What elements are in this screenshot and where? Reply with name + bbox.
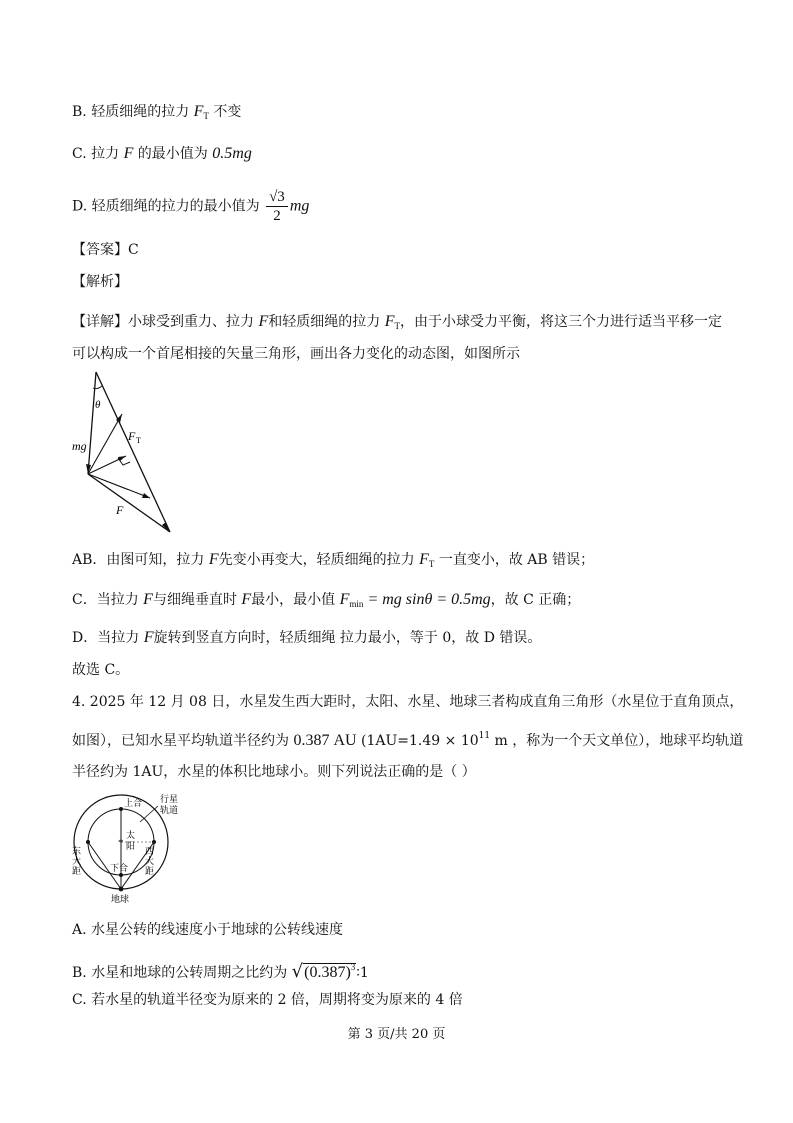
q4-line-3: 半径约为 1AU，水星的体积比地球小。则下列说法正确的是（ ） xyxy=(72,764,476,780)
theta-label: θ xyxy=(95,399,101,411)
min-value-expr: 0.5mg xyxy=(212,145,252,162)
sun-icon: * xyxy=(118,837,124,849)
f-label: F xyxy=(116,503,124,517)
q4-line-1: 4. 2025 年 12 月 08 日，水星发生西大距时，太阳、水星、地球三者构成直角三角形（水星位于直角顶点， xyxy=(72,694,744,710)
detail-line-1: 【详解】小球受到重力、拉力 F和轻质细绳的拉力 $F_T$，由于小球受力平衡，将这三个力进行适当平移一定 xyxy=(72,313,722,331)
svg-text:行星: 行星 xyxy=(160,794,178,804)
answer-line: 【答案】C xyxy=(72,242,139,258)
svg-text:大: 大 xyxy=(145,856,155,866)
svg-text:轨道: 轨道 xyxy=(160,805,178,815)
ft-label: F xyxy=(128,429,136,443)
svg-text:地球: 地球 xyxy=(111,894,130,904)
answer-value: C xyxy=(128,242,139,258)
svg-text:T: T xyxy=(136,436,141,445)
svg-text:东: 东 xyxy=(72,846,82,856)
sqrt-expr: $(0.387)^3$ xyxy=(304,962,356,981)
ft-symbol: F xyxy=(193,103,204,120)
svg-text:上合: 上合 xyxy=(124,798,143,808)
sqrt3-over-2: $\frac{√3}{2}$ xyxy=(266,188,288,225)
force-triangle-diagram xyxy=(66,368,186,538)
option-c: C. 拉力 F 的最小值为 0.5mg xyxy=(72,145,252,162)
option-d: D. 轻质细绳的拉力的最小值为 $\frac{√3}{2}$ mg xyxy=(72,189,310,224)
q4-option-b: B. 水星和地球的公转周期之比约为 $√(0.387)^3∶1$ xyxy=(72,961,369,982)
conclusion-ab: AB．由图可知，拉力 F先变小再变大，轻质细绳的拉力 $F_T$ 一直变小，故 AB 错误； xyxy=(72,551,595,569)
conclusion-c: C．当拉力 F与细绳垂直时 F最小，最小值 $F_{min}$ = mg sinθ = 0.5mg，故 C 正确； xyxy=(72,591,581,609)
choose-line: 故选 C。 xyxy=(72,662,130,678)
svg-text:太: 太 xyxy=(126,830,136,840)
svg-text:阳: 阳 xyxy=(126,841,136,851)
orbit-diagram xyxy=(68,792,178,906)
q4-line-2: 如图），已知水星平均轨道半径约为 0.387 AU ($1AU=1.49 \times 10^{11}$ m ，称为一个天文单位），地球平均轨道 xyxy=(72,731,744,749)
page-footer: 第 3 页/共 20 页 xyxy=(347,1027,446,1042)
q4-option-c: C. 若水星的轨道半径变为原来的 2 倍，周期将变为原来的 4 倍 xyxy=(72,992,463,1008)
svg-text:西: 西 xyxy=(145,846,155,856)
svg-text:下合: 下合 xyxy=(110,863,129,873)
analysis-label: 【解析】 xyxy=(72,274,128,290)
svg-text:大: 大 xyxy=(72,856,82,866)
conclusion-d: D．当拉力 F旋转到竖直方向时，轻质细绳 拉力最小，等于 0，故 D 错误。 xyxy=(72,629,542,646)
fmin-formula: $F_{min}$ = mg sinθ = 0.5mg xyxy=(339,591,491,609)
q4-option-a: A. 水星公转的线速度小于地球的公转线速度 xyxy=(72,922,344,938)
svg-text:距: 距 xyxy=(72,866,82,876)
option-b: B. 轻质细绳的拉力 $F_T$ 不变 xyxy=(72,103,242,121)
detail-line-2: 可以构成一个首尾相接的矢量三角形，画出各力变化的动态图，如图所示 xyxy=(72,346,520,362)
mg-label: mg xyxy=(72,439,87,453)
svg-text:距: 距 xyxy=(145,866,155,876)
